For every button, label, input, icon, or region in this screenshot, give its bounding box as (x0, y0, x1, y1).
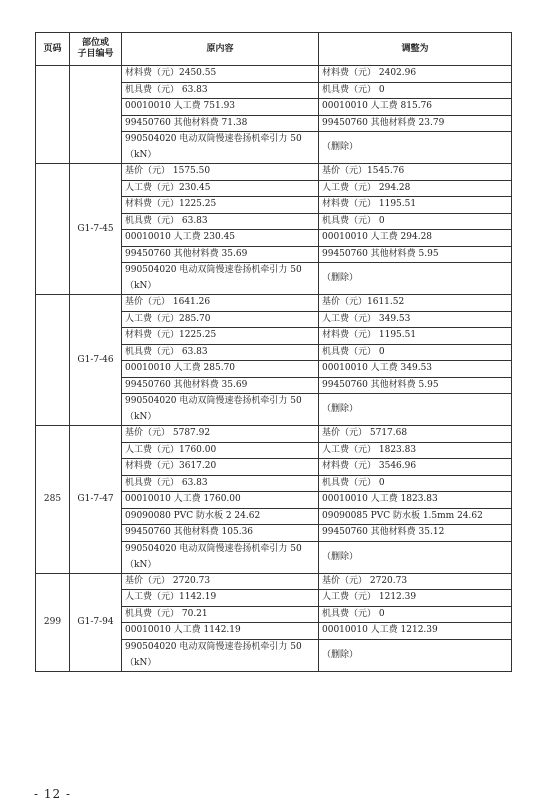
original-cell (122, 492, 319, 509)
adjusted-cell: 00010010 人工费 1823.83 (319, 492, 512, 509)
adjusted-cell: 99450760 其他材料费 5.95 (319, 377, 512, 394)
original-text: 990504020 电动双筒慢速卷扬机牵引力 50 (125, 134, 302, 144)
errata-table (35, 32, 512, 672)
table-row (36, 66, 512, 83)
original-cell (122, 573, 319, 590)
original-text: 人工费（元）1760.00 (125, 444, 217, 455)
original-cell (122, 164, 319, 181)
table-row (36, 164, 512, 181)
original-cell (122, 361, 319, 378)
original-cell (122, 426, 319, 443)
adjusted-cell: （删除） (319, 541, 512, 573)
adjusted-cell: 09090085 PVC 防水板 1.5mm 24.62 (319, 508, 512, 525)
original-text: 基价（元） 1575.50 (125, 166, 211, 177)
adjusted-cell: 机具费（元） 0 (319, 606, 512, 623)
original-cell (122, 115, 319, 132)
original-text: 990504020 电动双筒慢速卷扬机牵引力 50 (125, 396, 302, 406)
adjusted-cell: 机具费（元） 0 (319, 82, 512, 99)
adjusted-cell: 材料费（元） 1195.51 (319, 197, 512, 214)
adjusted-cell: （删除） (319, 394, 512, 426)
header-page: 页码 (36, 33, 70, 66)
adjusted-cell: 99450760 其他材料费 5.95 (319, 246, 512, 263)
original-text: 99450760 其他材料费 35.69 (125, 379, 248, 390)
original-cell (122, 328, 319, 345)
adjusted-cell: 00010010 人工费 349.53 (319, 361, 512, 378)
original-text: 99450760 其他材料费 105.36 (125, 527, 254, 538)
original-text: 00010010 人工费 1760.00 (125, 494, 241, 505)
original-text: 人工费（元）285.70 (125, 313, 211, 324)
original-cell (122, 213, 319, 230)
section-cell: G1-7-45 (70, 164, 122, 295)
original-text: 00010010 人工费 285.70 (125, 363, 236, 374)
original-cell (122, 508, 319, 525)
original-cell (122, 475, 319, 492)
original-text: 机具费（元） 70.21 (125, 608, 208, 619)
original-text: 机具费（元） 63.83 (125, 215, 208, 226)
original-text: 990504020 电动双筒慢速卷扬机牵引力 50 (125, 265, 302, 275)
original-text: 99450760 其他材料费 71.38 (125, 117, 248, 128)
original-text: 09090080 PVC 防水板 2 24.62 (125, 510, 261, 521)
original-text: 材料费（元）3617.20 (125, 461, 217, 472)
original-text: 基价（元） 1641.26 (125, 297, 211, 308)
original-cell (122, 263, 319, 295)
adjusted-cell: 人工费（元） 1212.39 (319, 590, 512, 607)
original-text: 990504020 电动双筒慢速卷扬机牵引力 50 (125, 641, 302, 652)
section-cell: G1-7-47 (70, 426, 122, 574)
adjusted-cell: 99450760 其他材料费 35.12 (319, 525, 512, 542)
original-cell (122, 82, 319, 99)
adjusted-cell: 材料费（元） 1195.51 (319, 328, 512, 345)
page-number: - 12 - (34, 787, 72, 801)
adjusted-cell: 人工费（元） 349.53 (319, 311, 512, 328)
original-cell (122, 66, 319, 83)
original-text: 机具费（元） 63.83 (125, 84, 208, 95)
original-text: 基价（元） 2720.73 (125, 575, 211, 586)
original-cell (122, 180, 319, 197)
table-row (36, 295, 512, 312)
section-cell: G1-7-46 (70, 295, 122, 426)
original-cell (122, 442, 319, 459)
original-cell (122, 132, 319, 164)
header-section-line1: 部位或 (81, 38, 109, 48)
original-text: 人工费（元）1142.19 (125, 592, 217, 603)
original-text: 00010010 人工费 230.45 (125, 232, 236, 243)
original-cell (122, 230, 319, 247)
original-cell (122, 344, 319, 361)
original-text: 材料费（元）1225.25 (125, 330, 217, 341)
page-cell (36, 164, 70, 295)
table-header-row (36, 33, 512, 66)
original-cell (122, 541, 319, 573)
adjusted-cell: 00010010 人工费 294.28 (319, 230, 512, 247)
adjusted-cell: 00010010 人工费 1212.39 (319, 623, 512, 640)
adjusted-cell: 基价（元）1611.52 (319, 295, 512, 312)
adjusted-cell: （删除） (319, 639, 512, 671)
original-cell (122, 246, 319, 263)
original-cell (122, 459, 319, 476)
original-cell (122, 99, 319, 116)
original-text-cont: （kN） (125, 281, 157, 291)
original-text: 00010010 人工费 1142.19 (125, 625, 241, 636)
adjusted-cell: 材料费（元） 2402.96 (319, 66, 512, 83)
adjusted-cell: （删除） (319, 263, 512, 295)
adjusted-cell: 00010010 人工费 815.76 (319, 99, 512, 116)
adjusted-cell: 人工费（元） 1823.83 (319, 442, 512, 459)
original-text-cont: （kN） (125, 657, 157, 668)
page-cell (36, 295, 70, 426)
original-cell (122, 295, 319, 312)
original-text: 机具费（元） 63.83 (125, 346, 208, 357)
table-body (36, 66, 512, 672)
adjusted-cell: 材料费（元） 3546.96 (319, 459, 512, 476)
original-text: 99450760 其他材料费 35.69 (125, 248, 248, 259)
original-text-cont: （kN） (125, 559, 157, 570)
original-text-cont: （kN） (125, 412, 157, 422)
adjusted-cell: 基价（元）1545.76 (319, 164, 512, 181)
adjusted-cell: 人工费（元） 294.28 (319, 180, 512, 197)
original-text: 机具费（元） 63.83 (125, 477, 208, 488)
section-cell: G1-7-94 (70, 573, 122, 671)
original-cell (122, 311, 319, 328)
original-text: 人工费（元）230.45 (125, 182, 211, 193)
original-text: 00010010 人工费 751.93 (125, 101, 236, 112)
original-cell (122, 197, 319, 214)
page-cell: 299 (36, 573, 70, 671)
adjusted-cell: 机具费（元） 0 (319, 213, 512, 230)
adjusted-cell: 基价（元） 5717.68 (319, 426, 512, 443)
adjusted-cell: 机具费（元） 0 (319, 475, 512, 492)
original-text: 材料费（元）2450.55 (125, 68, 217, 79)
original-text: 材料费（元）1225.25 (125, 199, 217, 210)
section-cell (70, 66, 122, 164)
header-section (70, 33, 122, 66)
table-row (36, 573, 512, 590)
original-cell (122, 606, 319, 623)
original-cell (122, 377, 319, 394)
original-cell (122, 623, 319, 640)
original-text: 基价（元） 5787.92 (125, 428, 211, 439)
original-text: 990504020 电动双筒慢速卷扬机牵引力 50 (125, 543, 302, 554)
adjusted-cell: 基价（元） 2720.73 (319, 573, 512, 590)
header-original: 原内容 (122, 33, 319, 66)
original-cell (122, 590, 319, 607)
adjusted-cell: （删除） (319, 132, 512, 164)
table-row (36, 426, 512, 443)
adjusted-cell: 机具费（元） 0 (319, 344, 512, 361)
header-adjusted: 调整为 (319, 33, 512, 66)
original-cell (122, 394, 319, 426)
adjusted-cell: 99450760 其他材料费 23.79 (319, 115, 512, 132)
page-cell (36, 66, 70, 164)
header-section-line2: 子目编号 (77, 49, 114, 59)
page-cell: 285 (36, 426, 70, 574)
original-cell (122, 639, 319, 671)
original-text-cont: （kN） (125, 150, 157, 160)
original-cell (122, 525, 319, 542)
